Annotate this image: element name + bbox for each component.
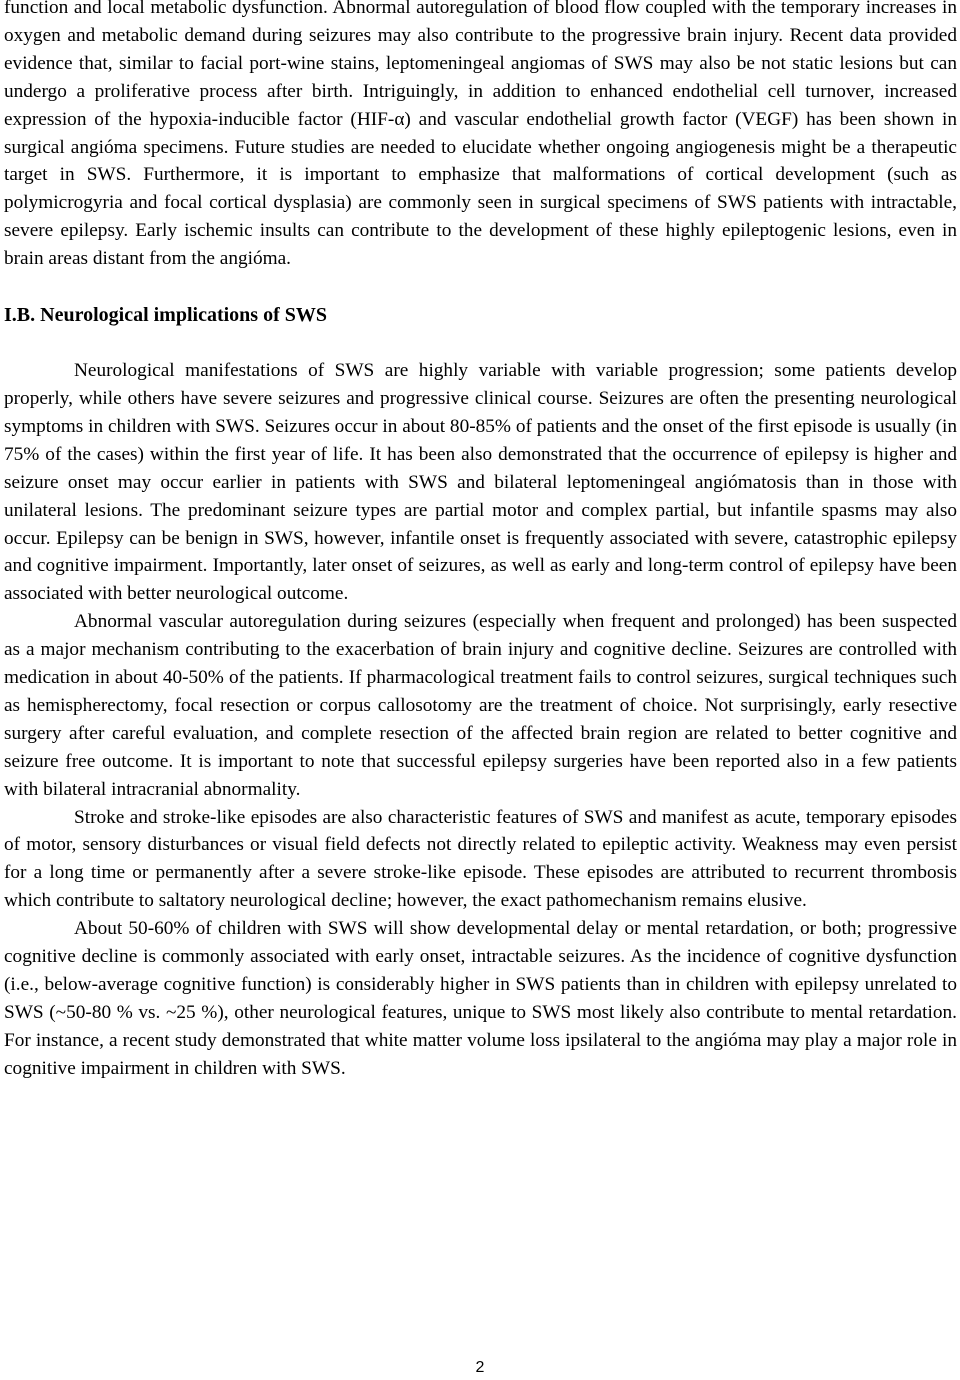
paragraph-stroke-episodes: Stroke and stroke-like episodes are also characteristic features of SWS and manifest as acute, temporary episodes of motor, sensory disturbances or visual field defects not directly related to epileptic activity. Weakness may even persist for a long time or permanently after a severe stroke-like episode. These episodes are attributed to recurrent thrombosis which contribute to saltatory neurological decline; however, the exact pathomechanism remains elusive. [4, 806, 957, 912]
spacer [4, 273, 957, 301]
paragraph-continuation: function and local metabolic dysfunction. Abnormal autoregulation of blood flow coupled with the temporary increases in oxygen and metabolic demand during seizures may also contribute to the progressive brain injury. Recent data provided evidence that, similar to facial port-wine stains, leptomeningeal angiomas of SWS may also be not static lesions but can undergo a proliferative process after birth. Intriguingly, in addition to enhanced endothelial cell turnover, increased expression of the hypoxia-inducible factor (HIF-α) and vascular endothelial growth factor (VEGF) has been shown in surgical angióma specimens. Future studies are needed to elucidate whether ongoing angiogenesis might be a therapeutic target in SWS. Furthermore, it is important to emphasize that malformations of cortical development (such as polymicrogyria and focal cortical dysplasia) are commonly seen in surgical specimens of SWS patients with intractable, severe epilepsy. Early ischemic insults can contribute to the development of these highly epileptogenic lesions, even in brain areas distant from the angióma. [4, 0, 957, 270]
section-heading: I.B. Neurological implications of SWS [4, 304, 327, 327]
paragraph-vascular-autoregulation: Abnormal vascular autoregulation during seizures (especially when frequent and prolonged) has been suspected as a major mechanism contributing to the exacerbation of brain injury and cognitive decline. Seizures are controlled with medication in about 40-50% of the patients. If pharmacological treatment fails to control seizures, surgical techniques such as hemispherectomy, focal resection or corpus callosotomy are the treatment of choice. Not surprisingly, early resective surgery after careful evaluation, and complete resection of the affected brain region are related to better cognitive and seizure free outcome. It is important to note that successful epilepsy surgeries have been reported also in a few patients with bilateral intracranial abnormality. [4, 611, 957, 800]
paragraph-developmental-delay: About 50-60% of children with SWS will show developmental delay or mental retardation, or both; progressive cognitive decline is commonly associated with early onset, intractable seizures. As the incidence of cognitive dysfunction (i.e., below-average cognitive function) is considerably higher in SWS patients than in children with epilepsy unrelated to SWS (~50-80 % vs. ~25 %), other neurological features, unique to SWS most likely also contribute to mental retardation. For instance, a recent study demonstrated that white matter volume loss ipsilateral to the angióma may play a major role in cognitive impairment in children with SWS. [4, 918, 957, 1079]
paragraph-neurological-manifestations: Neurological manifestations of SWS are highly variable with variable progression; some patients develop properly, while others have severe seizures and progressive clinical course. Seizures are often the presenting neurological symptoms in children with SWS. Seizures occur in about 80-85% of patients and the onset of the first episode is usually (in 75% of the cases) within the first year of life. It has been also demonstrated that the occurrence of epilepsy is higher and seizure onset may occur earlier in patients with SWS and bilateral leptomeningeal angiómatosis than in those with unilateral lesions. The predominant seizure types are partial motor and complex partial, but infantile spasms may also occur. Epilepsy can be benign in SWS, however, infantile onset is frequently associated with severe, catastrophic epilepsy and cognitive impairment. Importantly, later onset of seizures, as well as early and long-term control of epilepsy have been associated with better neurological outcome. [4, 360, 957, 605]
page-number: 2 [475, 1359, 485, 1376]
document-page [4, 0, 957, 1083]
spacer [4, 329, 957, 357]
